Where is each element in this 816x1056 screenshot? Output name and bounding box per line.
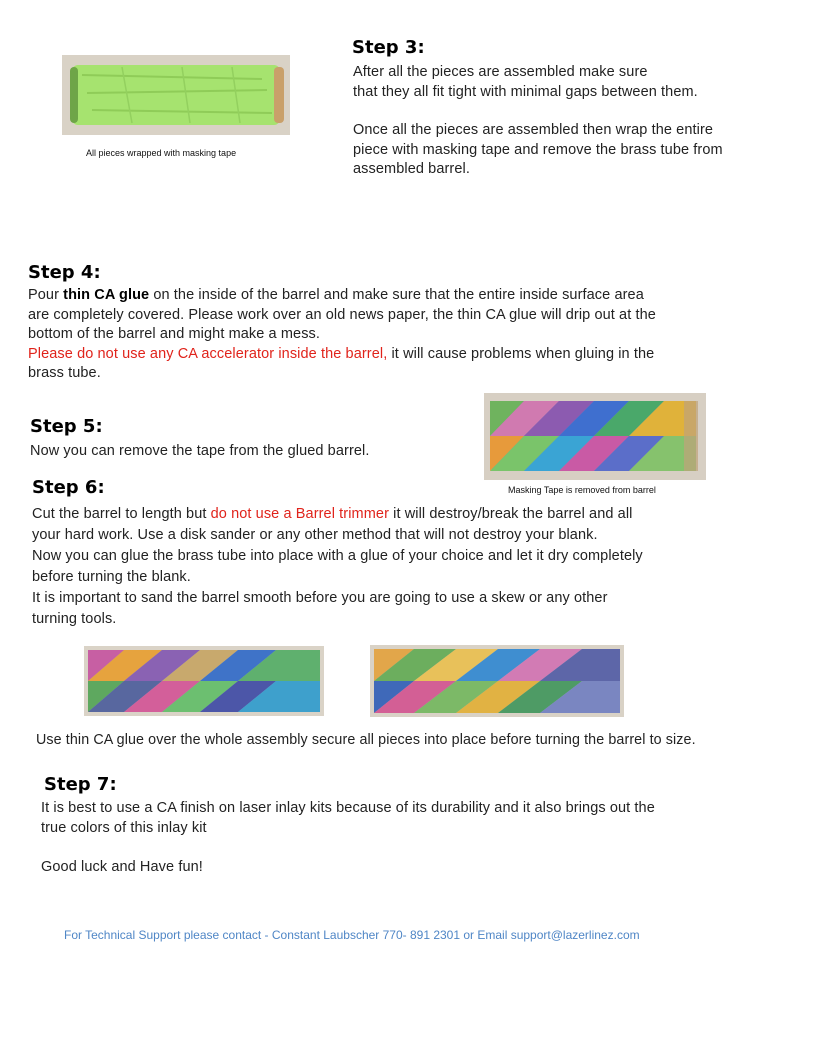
step4-line: bottom of the barrel and might make a mess. <box>28 326 321 342</box>
step7-paragraph <box>41 798 801 877</box>
step4-text: it will cause problems when gluing in the <box>387 345 655 362</box>
step4-line: brass tube. <box>28 365 101 381</box>
step3-line: Once all the pieces are assembled then wrap the entire <box>353 122 714 138</box>
step4-bold-text: thin CA glue <box>63 287 150 303</box>
step6-paragraph <box>32 504 802 630</box>
step3-line: piece with masking tape and remove the brass tube from <box>353 141 723 158</box>
step4-warning: Please do not use any CA accelerator inside the barrel, <box>28 345 388 362</box>
step3-title: Step 3: <box>352 37 425 58</box>
finished-barrel-photo-left <box>84 646 324 716</box>
step5-text: Now you can remove the tape from the glued barrel. <box>30 443 370 459</box>
taped-barrel-photo <box>62 55 290 135</box>
step3-line: assembled barrel. <box>353 161 470 177</box>
step4-text: on the inside of the barrel and make sure that the entire inside surface area <box>149 287 644 303</box>
step5-title: Step 5: <box>30 416 103 437</box>
step6-line: turning tools. <box>32 611 117 627</box>
support-contact-footer: For Technical Support please contact - Constant Laubscher 770- 891 2301 or Email support@lazerlinez.com <box>64 928 640 942</box>
step6-text: it will destroy/break the barrel and all <box>389 506 633 522</box>
step6-line: Now you can glue the brass tube into place with a glue of your choice and let it dry completely <box>32 548 643 564</box>
step7-line: true colors of this inlay kit <box>41 820 207 836</box>
step4-line: are completely covered. Please work over an old news paper, the thin CA glue will drip out at the <box>28 306 656 323</box>
step6-text: Cut the barrel to length but <box>32 506 211 522</box>
finished-barrel-photo-right <box>370 645 624 717</box>
step6-line: your hard work. Use a disk sander or any other method that will not destroy your blank. <box>32 527 598 543</box>
step3-line: that they all fit tight with minimal gaps between them. <box>353 83 698 100</box>
glued-barrel-photo <box>484 393 706 480</box>
step6-warning: do not use a Barrel trimmer <box>210 506 390 522</box>
step7-line: It is best to use a CA finish on laser inlay kits because of its durability and it also brings out the <box>41 800 655 816</box>
step6-line: before turning the blank. <box>32 569 191 585</box>
glued-barrel-caption: Masking Tape is removed from barrel <box>508 485 656 495</box>
step3-line: After all the pieces are assembled make sure <box>353 64 648 80</box>
step6-title: Step 6: <box>32 477 105 498</box>
taped-barrel-caption: All pieces wrapped with masking tape <box>86 148 237 158</box>
step7-title: Step 7: <box>44 774 117 795</box>
step4-paragraph <box>28 286 798 384</box>
step6-photo-caption: Use thin CA glue over the whole assembly secure all pieces into place before turning the barrel to size. <box>36 732 696 748</box>
step4-text: Pour <box>28 287 64 303</box>
step6-line: It is important to sand the barrel smooth before you are going to use a skew or any other <box>32 590 608 606</box>
closing-text: Good luck and Have fun! <box>41 859 203 875</box>
step3-paragraph <box>353 63 793 180</box>
step4-title: Step 4: <box>28 262 101 283</box>
